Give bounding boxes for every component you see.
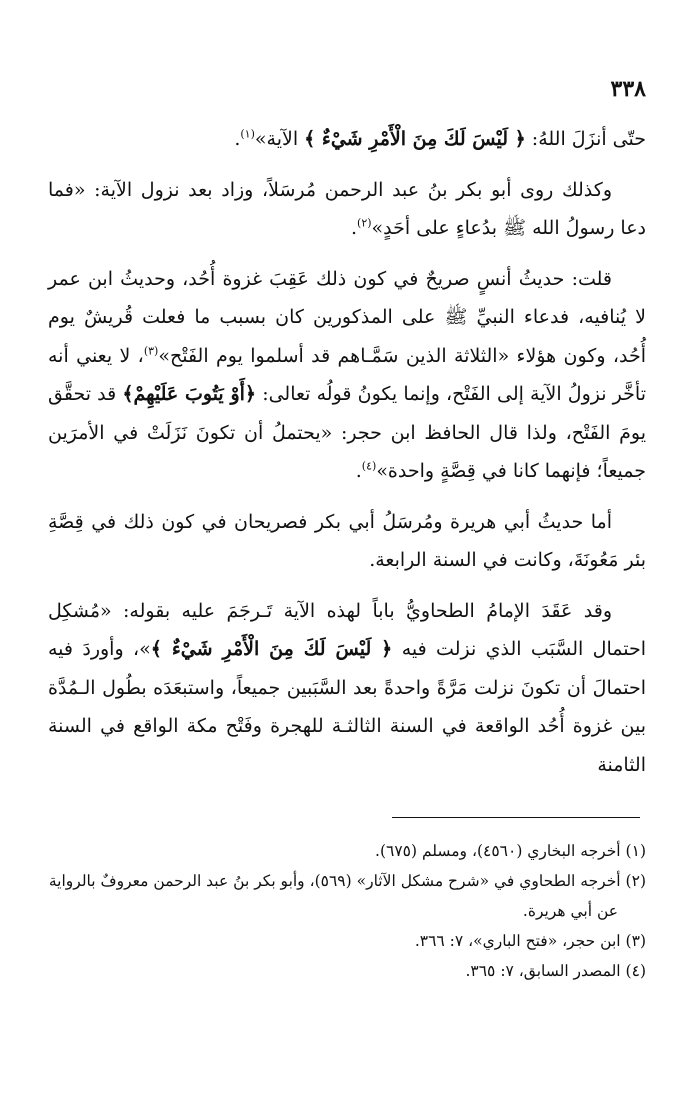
paragraph: [48, 171, 646, 248]
text-segment: قد تحقَّق يومَ الفَتْح، ولذا قال الحافظ ابن حجر: «يحتملُ أن تكونَ نَزَلَتْ في الأمرَين جميعاً؛ فإنهما كانا في قِصَّةٍ واحدة»: [48, 383, 646, 482]
paragraph: [48, 260, 646, 491]
quran-verse: ﴿ لَيْسَ لَكَ مِنَ الْأَمْرِ شَيْءٌ ﴾: [304, 128, 526, 150]
footnote-number: (٤): [625, 962, 646, 980]
text-segment: .: [234, 128, 241, 150]
text-segment: .: [350, 217, 358, 239]
footnote-continuation: عن أبي هريرة.: [522, 902, 618, 920]
quran-verse: ﴿ لَيْسَ لَكَ مِنَ الْأَمْرِ شَيْءٌ ﴾: [150, 638, 393, 660]
footnote: [48, 956, 646, 986]
paragraph: [48, 503, 646, 580]
footnote-number: (٢): [625, 872, 646, 890]
text-segment: قلت: حديثُ أنسٍ صريحٌ في كون ذلك عَقِبَ غزوة أُحُد، وحديثُ ابن عمر لا يُنافيه، فدعاء النبيِّ ﷺ على المذكورين كان بسبب ما فعلت قُريشٌ يوم أُحُد، وكون هؤلاء «الثلاثة الذين سَمَّـاهم قد أسلموا يوم الفَتْح»: [48, 267, 646, 367]
footnote: [48, 866, 646, 926]
text-segment: وقد عَقَدَ الإمامُ الطحاويُّ باباً لهذه الآية تَـرجَمَ عليه بقوله: «مُشكِل احتمال السَّبَب الذي نزلت فيه: [48, 599, 647, 660]
text-segment: حتّى أنزَلَ اللهُ:: [525, 128, 646, 150]
footnote-ref: (٣): [143, 344, 159, 358]
footnote: [48, 836, 646, 866]
text-segment: الآية»: [254, 128, 305, 150]
footnote-ref: (٤): [361, 459, 377, 473]
footnote-number: (٣): [625, 932, 646, 950]
footnote: [48, 926, 646, 956]
footnote-text: أخرجه البخاري (٤٥٦٠)، ومسلم (٦٧٥).: [375, 842, 621, 860]
page-number: ٣٣٨: [610, 76, 646, 102]
footnote-text: المصدر السابق، ٧: ٣٦٥.: [465, 962, 621, 980]
footnote-ref: (٢): [357, 216, 372, 230]
text-segment: أما حديثُ أبي هريرة ومُرسَلُ أبي بكر فصريحان في كون ذلك في قِصَّةِ بئر مَعُونَةَ، وكانت في السنة الرابعة.: [48, 510, 646, 571]
footnote-text: ابن حجر، «فتح الباري»، ٧: ٣٦٦.: [414, 932, 621, 950]
main-text: [48, 120, 646, 796]
text-segment: .: [355, 460, 362, 482]
text-segment: وكذلك روى أبو بكر بنُ عبد الرحمن مُرسَلاً، وزاد بعد نزول الآية: «فما دعا رسولُ الله ﷺ بدُعاءٍ على أحَدٍ»: [48, 178, 646, 239]
footnotes: [48, 836, 646, 986]
footnote-divider: [392, 817, 640, 818]
paragraph: [48, 592, 646, 785]
footnote-ref: (١): [240, 127, 255, 141]
footnote-number: (١): [625, 842, 646, 860]
text-segment: ، لا يعني أنه تأخَّر نزولُ الآية إلى الفَتْح، وإنما يكونُ قولُه تعالى:: [48, 344, 646, 405]
paragraph: [48, 120, 646, 159]
footnote-text: أخرجه الطحاوي في «شرح مشكل الآثار» (٥٦٩)، وأبو بكر بنُ عبد الرحمن معروفٌ بالرواية: [48, 872, 621, 890]
text-segment: »، وأوردَ فيه احتمالَ أن تكونَ نزلت مَرَّةً واحدةً بعد السَّبَبين جميعاً، واستبعَدَه بطُول الـمُدَّة بين غزوة أُحُد الواقعة في السنة الثالثـة للهجرة وفَتْح مكة الواقع في السنة الثامنة: [48, 638, 646, 776]
quran-verse: ﴿أَوْ يَتُوبَ عَلَيْهِمْ﴾: [122, 383, 257, 405]
